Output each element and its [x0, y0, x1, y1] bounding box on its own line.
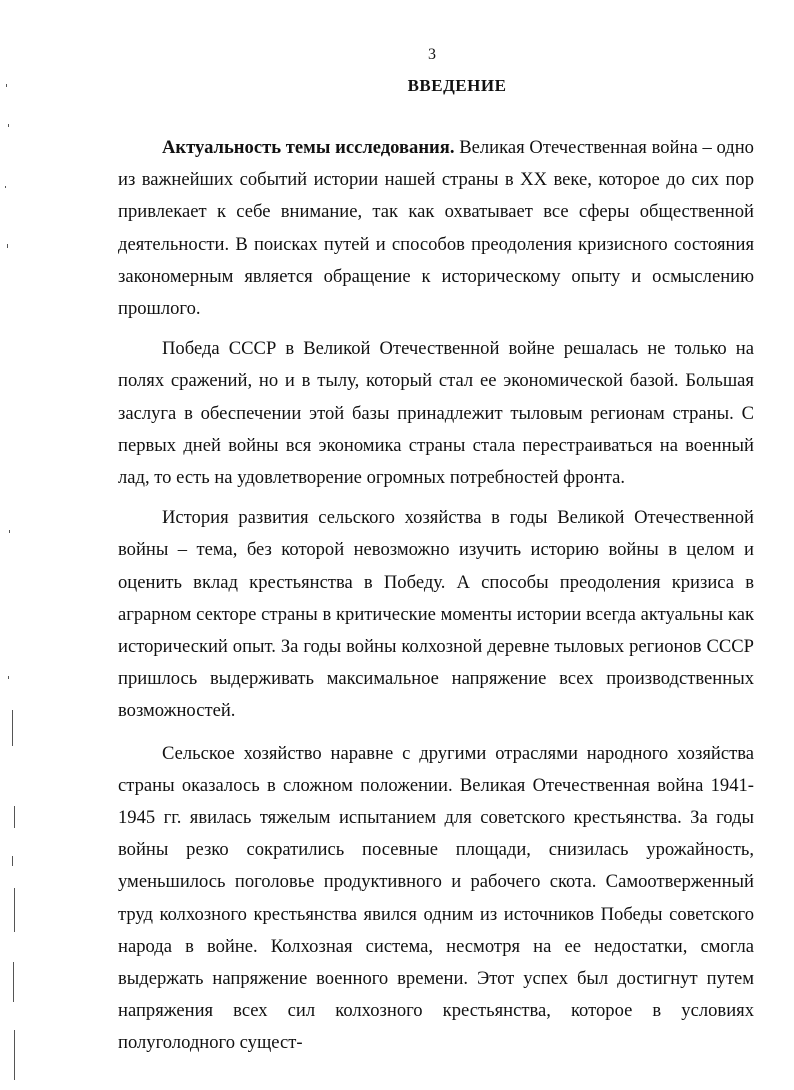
page-number: 3 [428, 46, 436, 63]
scan-speck [13, 962, 14, 1002]
scan-speck [9, 530, 10, 533]
paragraph-agriculture-war: Сельское хозяйство наравне с другими отраслями народного хозяйства страны оказалось в сложном положении. Великая Отечественная война 1941-1945 гг. явилась тяжелым испытанием для советского крестьянства. За годы войны резко сократились посевные площади, снизилась урожайность, уменьшилось поголовье продуктивного и рабочего скота. Самоотверженный труд колхозного крестьянства явился одним из источников Победы советского народа в войне. Колхозная система, несмотря на ее недостатки, смогла выдержать напряжение военного времени. Этот успех был достигнут путем напряжения всех сил колхозного крестьянства, которое в условиях полуголодного сущест- [118, 742, 754, 1054]
scan-speck [14, 806, 15, 828]
paragraph-relevance [118, 132, 754, 325]
scan-speck [12, 856, 13, 866]
scan-speck [12, 710, 13, 746]
paragraph-text: Великая Отечественная война – одно из важнейших событий истории нашей страны в XX веке, которое до сих пор привлекает к себе внимание, так как охватывает все сферы общественной деятельности. В поисках путей и способов преодоления кризисного состояния закономерным является обращение к историческому опыту и осмыслению прошлого. [118, 137, 754, 320]
scan-speck [7, 244, 8, 248]
scan-speck [8, 124, 9, 127]
paragraph-lead: Актуальность темы исследования. [162, 137, 455, 158]
page-heading: ВВЕДЕНИЕ [407, 76, 507, 95]
body-text [118, 132, 754, 1060]
paragraph-victory: Победа СССР в Великой Отечественной войне решалась не только на полях сражений, но и в тылу, который стал ее экономической базой. Большая заслуга в обеспечении этой базы принадлежит тыловым регионам страны. С первых дней войны вся экономика страны стала перестраиваться на военный лад, то есть на удовлетворение огромных потребностей фронта. [118, 338, 754, 489]
scan-artifacts [0, 0, 40, 1090]
scan-speck [14, 888, 15, 932]
scan-speck [5, 186, 6, 188]
scan-speck [14, 1030, 15, 1080]
scan-speck [8, 676, 9, 679]
paragraph-agriculture-history: История развития сельского хозяйства в годы Великой Отечественной войны – тема, без которой невозможно изучить историю войны в целом и оценить вклад крестьянства в Победу. А способы преодоления кризиса в аграрном секторе страны в критические моменты истории всегда актуальны как исторический опыт. За годы войны колхозной деревне тыловых регионов СССР пришлось выдерживать максимальное напряжение всех производственных возможностей. [118, 507, 754, 722]
